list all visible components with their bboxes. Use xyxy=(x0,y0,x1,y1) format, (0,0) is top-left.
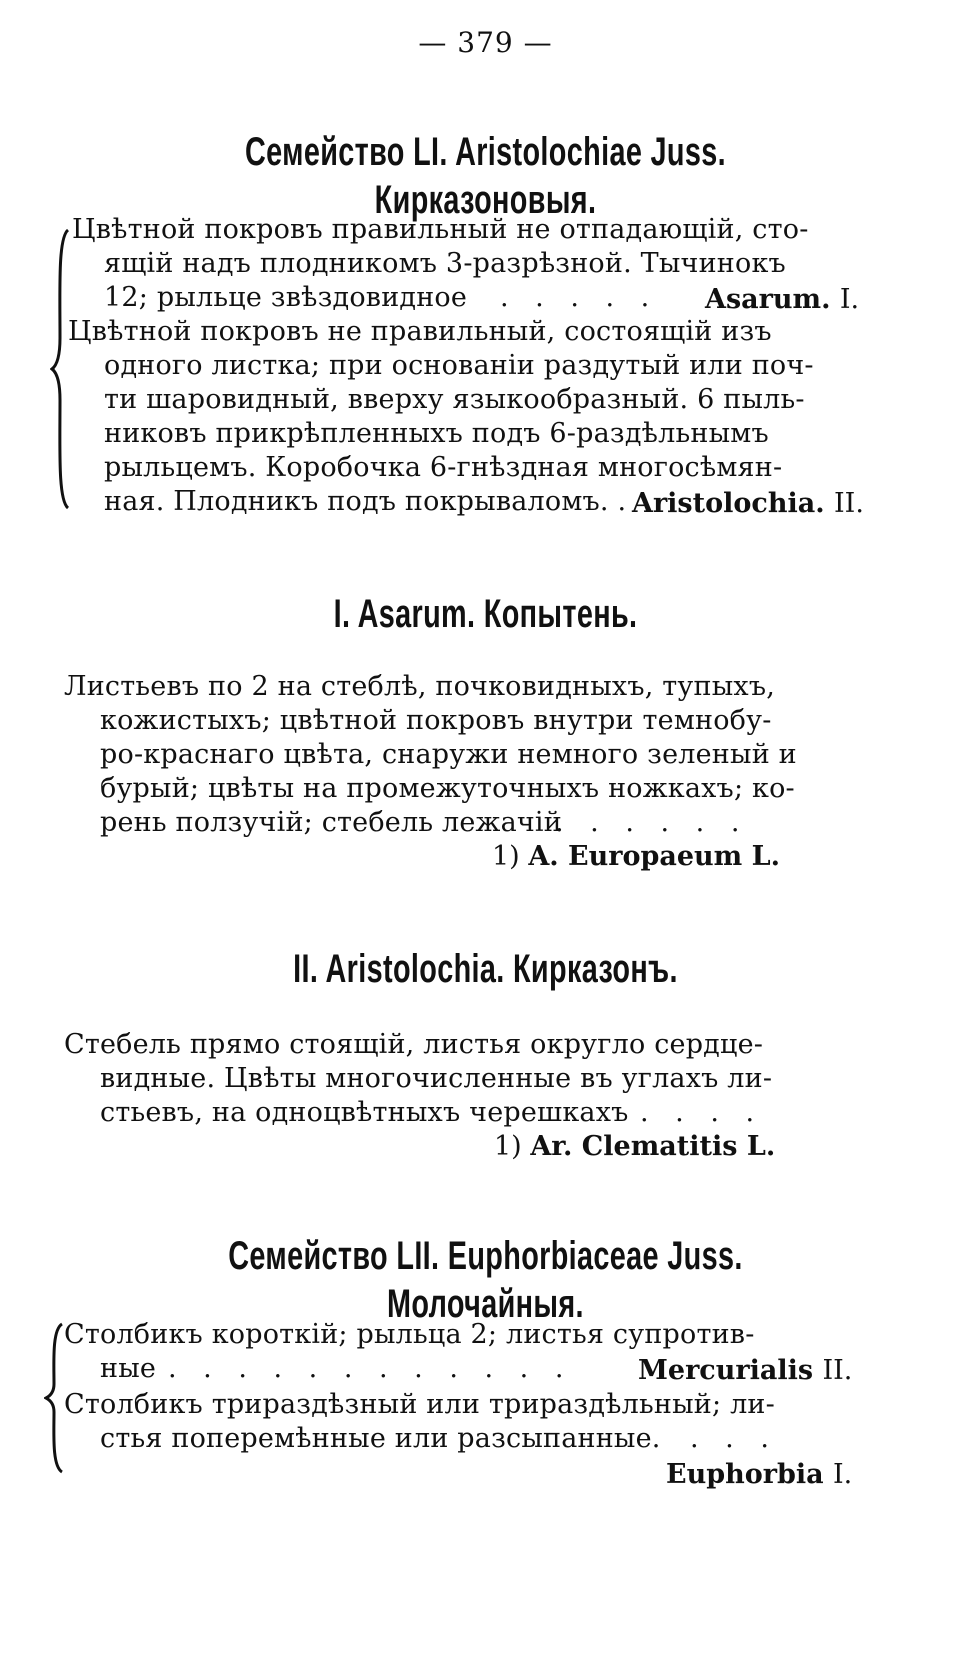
species-asarum-europaeum xyxy=(492,840,780,874)
curly-brace-icon xyxy=(44,1322,66,1474)
genus-euphorbia-ref xyxy=(666,1458,852,1492)
leader-dots: . . . . xyxy=(640,1097,764,1128)
species-number: 1) xyxy=(492,841,520,872)
page-number: — 379 — xyxy=(418,26,553,59)
genus-heading-aristolochia: II. Aristolochia. Кирказонъ. xyxy=(293,947,678,991)
description-line: Стебель прямо стоящій, листья округло сердце- xyxy=(64,1029,764,1060)
genus-number: I. xyxy=(839,284,860,315)
key-line: Цвѣтной покровъ правильный не отпадающій, сто- xyxy=(72,214,809,245)
key-line: Цвѣтной покровъ не правильный, состоящій изъ xyxy=(68,316,772,347)
genus-name: Aristolochia. xyxy=(632,488,825,519)
genus-name: Mercurialis xyxy=(638,1355,814,1386)
genus-name: Asarum. xyxy=(705,284,831,315)
genus-number: I. xyxy=(833,1459,853,1490)
leader-dots: . . . . . . . . . . . . xyxy=(168,1353,573,1384)
key-line: Столбикъ короткій; рыльца 2; листья супротив- xyxy=(64,1319,755,1350)
key-line: 12; рыльце звѣздовидное xyxy=(104,282,468,313)
description-line: кожистыхъ; цвѣтной покровъ внутри темнобу- xyxy=(100,705,772,736)
family-heading-euphorbiaceae: Семейство LII. Euphorbiaceae Juss. Молочайныя. xyxy=(228,1234,743,1326)
key-line: Столбикъ трираздѣзный или трираздѣльный; ли- xyxy=(64,1389,775,1420)
genus-aristolochia-ref xyxy=(632,487,864,521)
description-line: рень ползучій; стебель лежачій xyxy=(100,807,562,838)
leader-dots: . . . . . . xyxy=(555,807,749,838)
key-line: ящій надъ плодникомъ 3-разрѣзной. Тычинокъ xyxy=(104,248,786,279)
description-line: стьевъ, на одноцвѣтныхъ черешкахъ xyxy=(100,1097,629,1128)
description-line: бурый; цвѣты на промежуточныхъ ножкахъ; ко- xyxy=(100,773,795,804)
family-heading-aristolochiae: Семейство LI. Aristolochiae Juss. Кирказоновыя. xyxy=(244,130,727,222)
genus-mercurialis-ref xyxy=(638,1354,852,1388)
description-line: видные. Цвѣты многочисленные въ углахъ ли- xyxy=(100,1063,773,1094)
key-line: стья поперемѣнные или разсыпанные. xyxy=(100,1423,661,1454)
genus-name: Euphorbia xyxy=(666,1459,824,1490)
key-line: ти шаровидный, вверху языкообразный. 6 пыль- xyxy=(104,384,805,415)
key-line: одного листка; при основаніи раздутый или поч- xyxy=(104,350,814,381)
key-line: ная. Плодникъ подъ покрываломъ. . xyxy=(104,486,627,517)
key-line: рыльцемъ. Коробочка 6-гнѣздная многосѣмян- xyxy=(104,452,783,483)
species-aristolochia-clematitis xyxy=(494,1130,775,1164)
species-number: 1) xyxy=(494,1131,522,1162)
description-line: Листьевъ по 2 на стеблѣ, почковидныхъ, тупыхъ, xyxy=(64,671,775,702)
curly-brace-icon xyxy=(50,228,72,510)
genus-asarum-ref xyxy=(705,283,859,317)
leader-dots: . . . xyxy=(690,1423,778,1454)
genus-heading-asarum: I. Asarum. Копытень. xyxy=(333,592,638,636)
genus-number: II. xyxy=(834,488,864,519)
genus-number: II. xyxy=(822,1355,853,1386)
leader-dots: . . . . . xyxy=(500,282,659,313)
description-line: ро-краснаго цвѣта, снаружи немного зеленый и xyxy=(100,739,797,770)
species-name: A. Europaeum L. xyxy=(528,841,781,872)
key-line: ные xyxy=(100,1353,157,1384)
species-name: Ar. Clematitis L. xyxy=(530,1131,776,1162)
key-line: никовъ прикрѣпленныхъ подъ 6-раздѣльнымъ xyxy=(104,418,769,449)
